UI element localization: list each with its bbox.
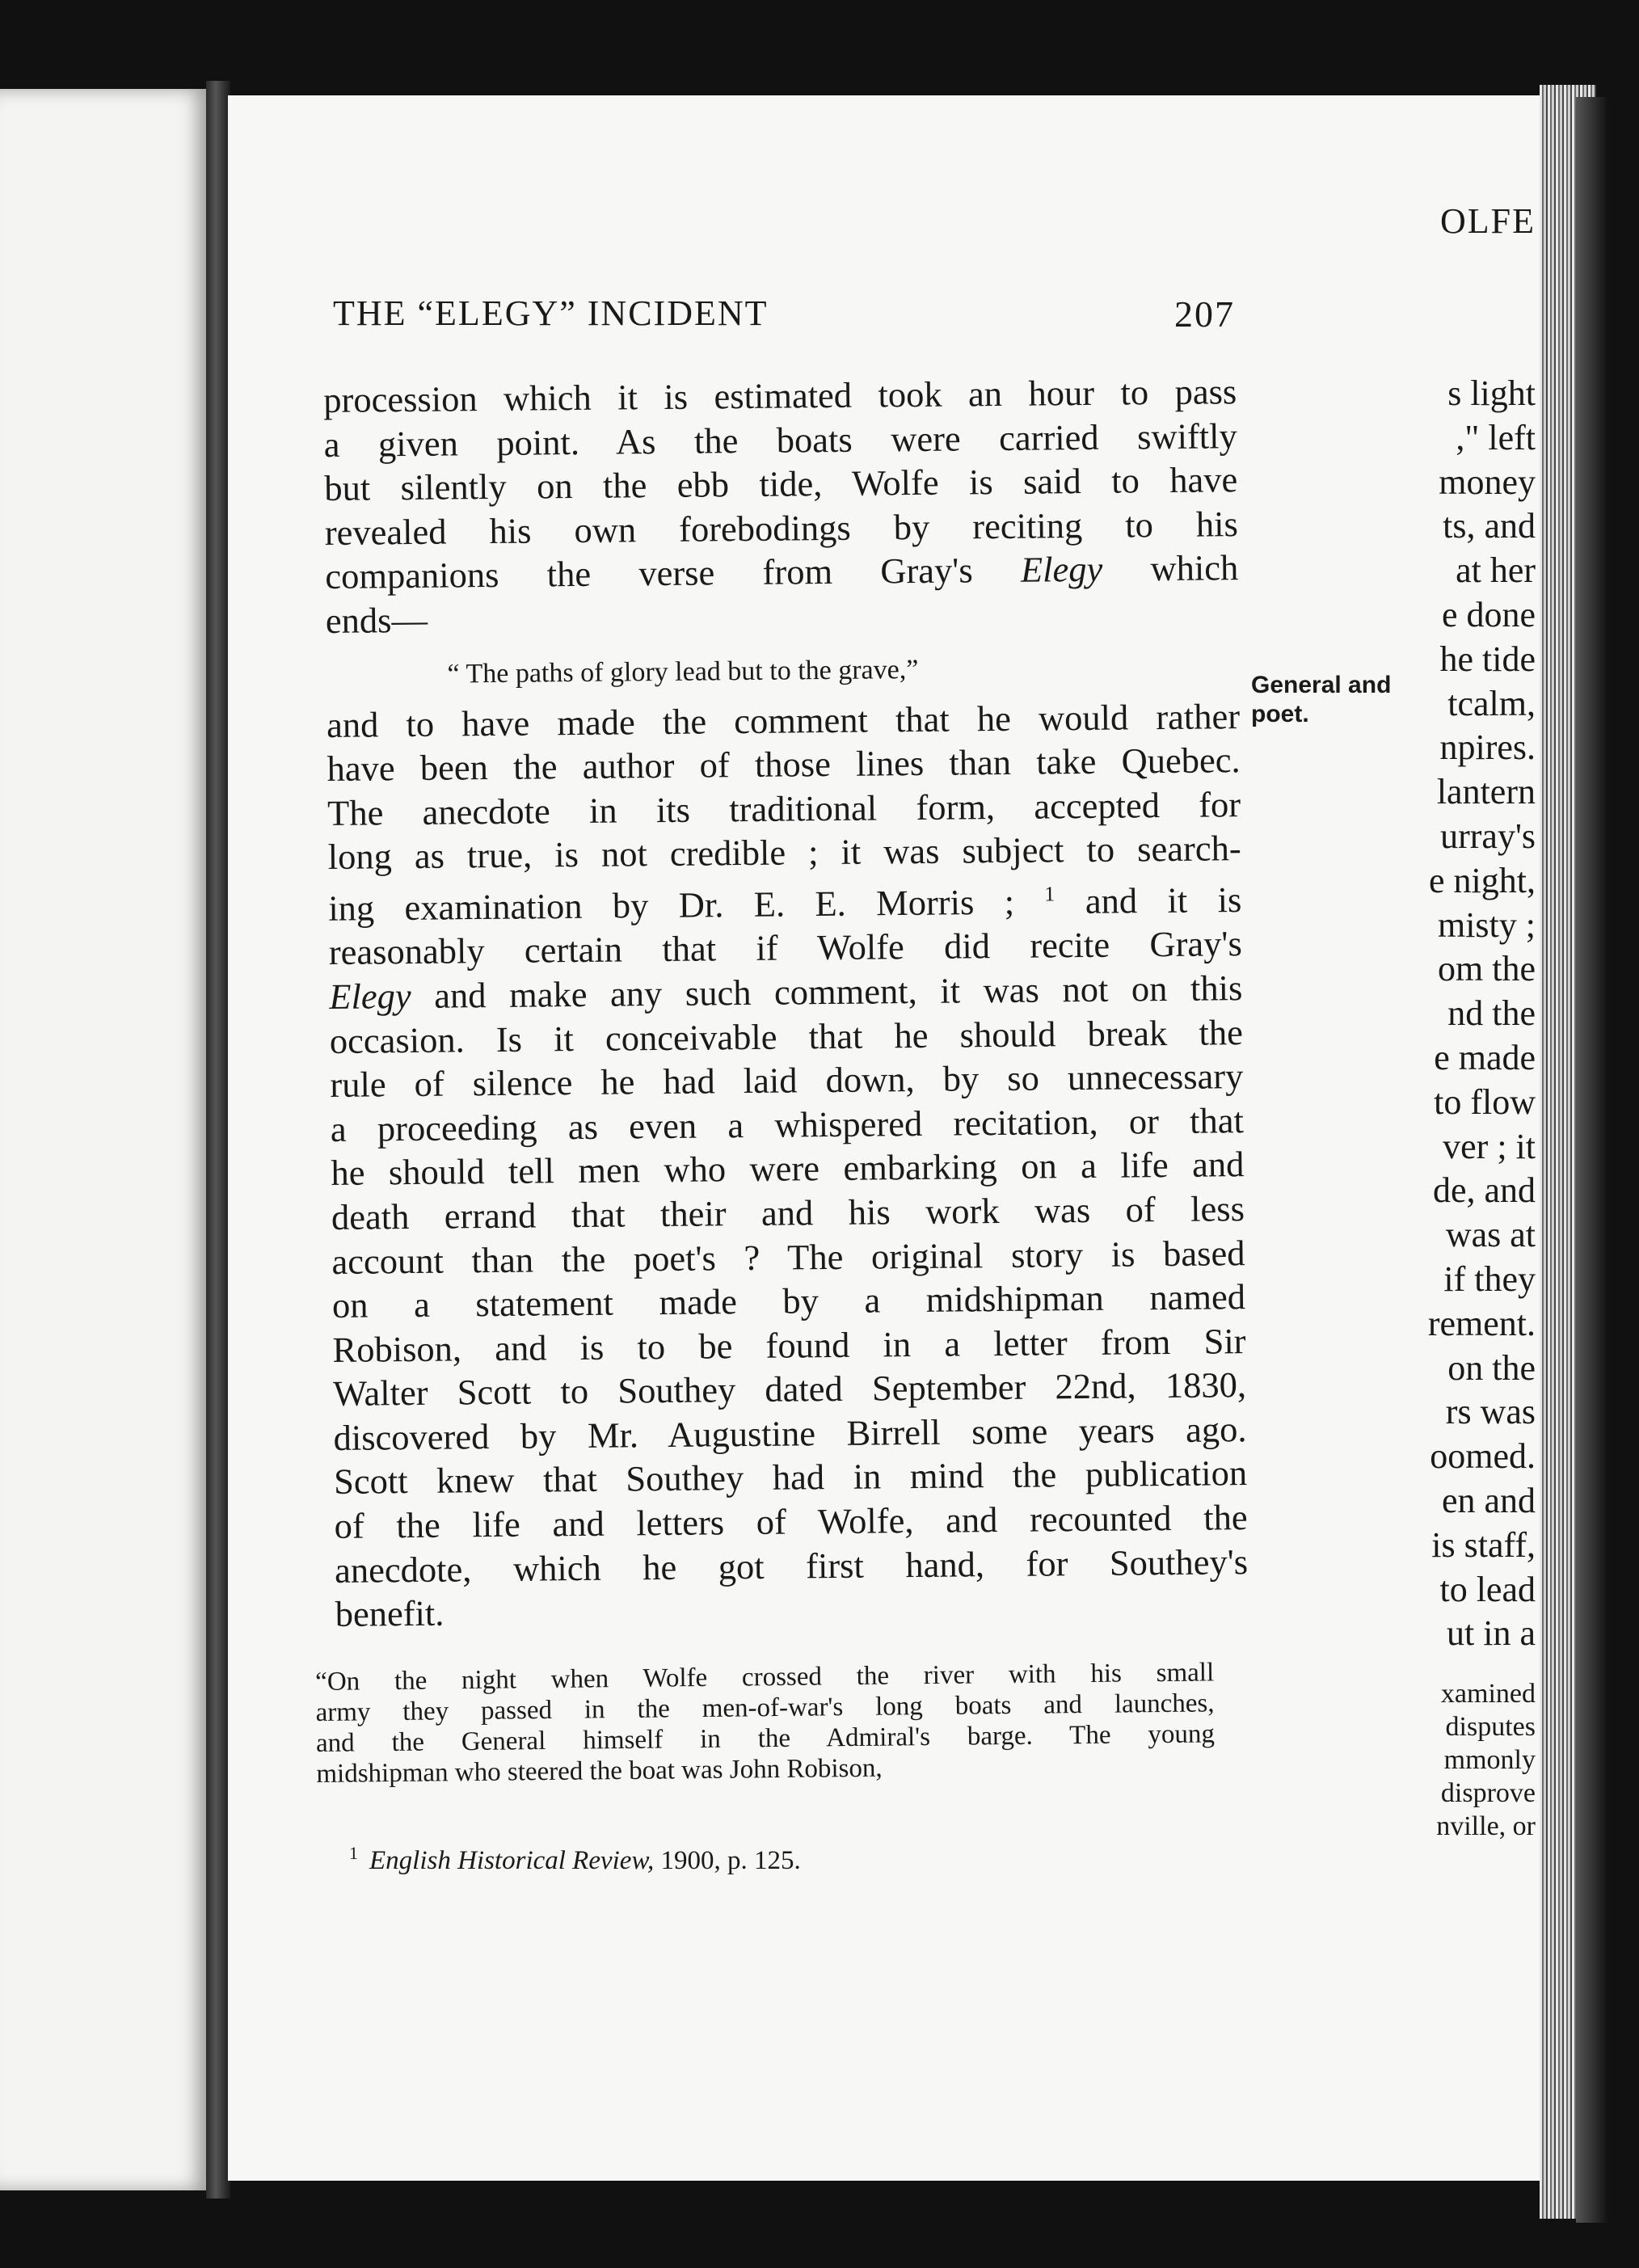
left-page-line: money bbox=[1439, 462, 1536, 502]
left-page-note-line: nville, or bbox=[1436, 1811, 1536, 1841]
extract-quote bbox=[315, 1657, 1216, 1790]
left-page-line: om the bbox=[1438, 949, 1536, 989]
extract-line: and the General himself in the Admiral's barge. The young bbox=[315, 1719, 1216, 1758]
left-page-line: ts, and bbox=[1443, 506, 1536, 546]
text-line: benefit. bbox=[335, 1592, 445, 1635]
text-line: account than the poet's ? The original story is based bbox=[331, 1232, 1245, 1282]
book-gutter bbox=[206, 81, 230, 2198]
margin-note-line: poet. bbox=[1251, 701, 1309, 727]
text-line: companions the verse from Gray's Elegy which bbox=[325, 547, 1239, 597]
text-line: on a statement made by a midshipman named bbox=[331, 1276, 1246, 1326]
running-head-title: THE “ELEGY” INCIDENT bbox=[333, 293, 769, 333]
left-page-line: at her bbox=[1456, 550, 1536, 591]
text-line: a given point. As the boats were carried swiftly bbox=[323, 415, 1237, 465]
running-head bbox=[333, 293, 1235, 341]
left-page-line: if they bbox=[1443, 1258, 1536, 1299]
footnote-source-details: 1900, p. 125. bbox=[654, 1846, 801, 1875]
text-line: of the life and letters of Wolfe, and recounted the bbox=[334, 1497, 1248, 1547]
page-edges-shadow bbox=[1576, 97, 1608, 2223]
text-line: Scott knew that Southey had in mind the publication bbox=[333, 1452, 1248, 1503]
left-page-line: ut in a bbox=[1447, 1613, 1536, 1654]
text-line: The anecdote in its traditional form, accepted for bbox=[327, 783, 1241, 833]
text-line: he should tell men who were embarking on a life and bbox=[331, 1144, 1245, 1194]
extract-line: midshipman who steered the boat was John Robison, bbox=[316, 1753, 883, 1789]
verse-quote: “ The paths of glory lead but to the grave,” bbox=[447, 654, 919, 689]
left-page-header: OLFE bbox=[1440, 201, 1536, 241]
left-page-line: he tide bbox=[1439, 639, 1536, 679]
left-page-note-line: xamined bbox=[1440, 1679, 1536, 1709]
left-page-line: rement. bbox=[1427, 1303, 1536, 1343]
page-number: 207 bbox=[1174, 293, 1235, 335]
left-page-line: was at bbox=[1445, 1215, 1536, 1255]
text-line: Walter Scott to Southey dated September 22nd, 1830, bbox=[332, 1364, 1247, 1414]
left-page-line: s light bbox=[1447, 373, 1536, 413]
left-page-line: on the bbox=[1447, 1347, 1536, 1388]
main-text bbox=[323, 369, 1249, 1637]
text-line: rule of silence he had laid down, by so unnecessary bbox=[330, 1056, 1244, 1106]
left-page-line: oomed. bbox=[1430, 1436, 1536, 1477]
left-page bbox=[0, 89, 212, 2190]
left-page-line: lantern bbox=[1436, 772, 1536, 812]
left-page-line: ," left bbox=[1456, 417, 1536, 457]
text-line: Elegy and make any such comment, it was not on this bbox=[329, 967, 1243, 1017]
left-page-body bbox=[1212, 372, 1536, 1656]
text-line: revealed his own forebodings by reciting to his bbox=[324, 503, 1239, 553]
text-line: but silently on the ebb tide, Wolfe is said to have bbox=[324, 459, 1238, 509]
paragraph-1 bbox=[323, 369, 1239, 643]
left-page-note bbox=[1212, 1677, 1536, 1843]
text-line: ing examination by Dr. E. E. Morris ; $^1$ and it is bbox=[328, 879, 1242, 929]
left-page-line: en and bbox=[1441, 1480, 1536, 1520]
left-page-line: e night, bbox=[1429, 860, 1536, 900]
left-page-line: nd the bbox=[1447, 993, 1536, 1034]
left-page-line: ver ; it bbox=[1443, 1126, 1536, 1166]
text-line: and to have made the comment that he would rather bbox=[326, 695, 1241, 745]
left-page-line: tcalm, bbox=[1447, 683, 1536, 723]
left-page-line: is staff, bbox=[1431, 1524, 1536, 1565]
margin-note bbox=[1251, 671, 1445, 729]
text-line: reasonably certain that if Wolfe did recite Gray's bbox=[328, 923, 1243, 973]
margin-note-line: General and bbox=[1251, 672, 1392, 698]
text-line: ends— bbox=[325, 599, 428, 641]
left-page-line: to lead bbox=[1439, 1569, 1536, 1609]
left-page-line: npires. bbox=[1439, 727, 1536, 768]
text-line: long as true, is not credible ; it was subject to search- bbox=[327, 828, 1241, 878]
footnote-source-title: English Historical Review, bbox=[369, 1846, 655, 1875]
left-page-line: de, and bbox=[1432, 1170, 1536, 1211]
paragraph-2 bbox=[327, 694, 1249, 1637]
footnote bbox=[349, 1843, 801, 1876]
text-line: anecdote, which he got first hand, for Southey's bbox=[334, 1541, 1249, 1591]
left-page-line: e made bbox=[1434, 1037, 1536, 1077]
left-page-line: urray's bbox=[1440, 816, 1536, 856]
left-page-note-line: mmonly bbox=[1443, 1745, 1536, 1775]
text-line: discovered by Mr. Augustine Birrell some years ago. bbox=[333, 1408, 1247, 1458]
left-page-note-line: disprove bbox=[1440, 1778, 1536, 1808]
extract-line: army they passed in the men-of-war's long boats and launches, bbox=[315, 1688, 1215, 1727]
text-line: death errand that their and his work was of less bbox=[331, 1188, 1245, 1237]
text-line: procession which it is estimated took an hour to pass bbox=[323, 371, 1237, 420]
text-line: have been the author of those lines than take Quebec. bbox=[327, 740, 1241, 790]
left-page-line: e done bbox=[1441, 594, 1536, 634]
left-page-line: to flow bbox=[1434, 1081, 1536, 1122]
left-page-note-line: disputes bbox=[1445, 1712, 1536, 1742]
text-line: occasion. Is it conceivable that he should break the bbox=[329, 1011, 1244, 1061]
text-line: a proceeding as even a whispered recitation, or that bbox=[330, 1099, 1245, 1149]
left-page-line: rs was bbox=[1445, 1392, 1536, 1432]
text-line: Robison, and is to be found in a letter from Sir bbox=[332, 1320, 1246, 1370]
extract-line: “On the night when Wolfe crossed the river with his small bbox=[315, 1658, 1215, 1697]
left-page-line: misty ; bbox=[1437, 904, 1536, 945]
footnote-marker: 1 bbox=[349, 1843, 358, 1863]
